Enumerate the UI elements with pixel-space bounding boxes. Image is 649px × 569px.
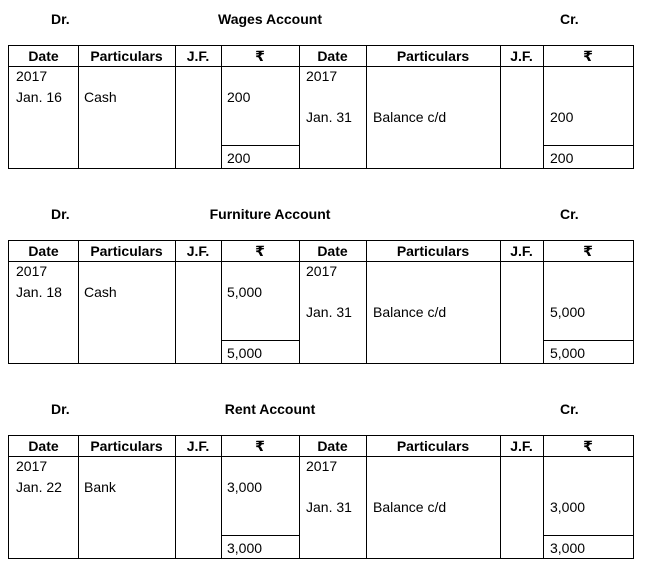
col-amount-debit: ₹ [255, 438, 265, 454]
credit-particulars: Balance c/d [373, 109, 447, 125]
debit-date: Jan. 16 [16, 89, 62, 105]
col-amount-credit: ₹ [583, 243, 593, 259]
credit-total: 3,000 [550, 540, 586, 556]
ledger-table [8, 435, 634, 559]
col-amount-debit: ₹ [255, 48, 265, 64]
col-date-debit: Date [28, 48, 59, 64]
account-title: Rent Account [224, 401, 316, 417]
col-particulars-debit: Particulars [90, 48, 163, 64]
credit-total: 5,000 [550, 345, 586, 361]
debit-date: Jan. 22 [16, 479, 62, 495]
col-particulars-debit: Particulars [90, 438, 163, 454]
col-amount-credit: ₹ [583, 438, 593, 454]
credit-amount: 3,000 [550, 499, 586, 515]
debit-total: 200 [227, 150, 251, 166]
col-jf-debit: J.F. [186, 243, 210, 259]
debit-year: 2017 [16, 458, 48, 474]
col-particulars-credit: Particulars [396, 438, 470, 454]
cr-label: Cr. [560, 401, 579, 417]
credit-date: Jan. 31 [306, 109, 352, 125]
credit-date: Jan. 31 [306, 499, 352, 515]
credit-date: Jan. 31 [306, 304, 352, 320]
ledger-table [8, 45, 634, 169]
col-particulars-credit: Particulars [396, 243, 470, 259]
debit-total: 5,000 [227, 345, 263, 361]
debit-year: 2017 [16, 263, 48, 279]
col-particulars-credit: Particulars [396, 48, 470, 64]
credit-particulars: Balance c/d [373, 304, 447, 320]
col-jf-debit: J.F. [186, 48, 210, 64]
ledger-table [8, 240, 634, 364]
col-date-credit: Date [317, 243, 348, 259]
debit-amount: 3,000 [227, 479, 263, 495]
dr-label: Dr. [51, 206, 70, 222]
col-amount-debit: ₹ [255, 243, 265, 259]
credit-amount: 200 [550, 109, 574, 125]
col-date-debit: Date [28, 243, 59, 259]
credit-year: 2017 [306, 263, 338, 279]
account-title: Wages Account [218, 11, 322, 27]
credit-particulars: Balance c/d [373, 499, 447, 515]
cr-label: Cr. [560, 206, 579, 222]
debit-amount: 5,000 [227, 284, 263, 300]
col-amount-credit: ₹ [583, 48, 593, 64]
cr-label: Cr. [560, 11, 579, 27]
account-title: Furniture Account [209, 206, 331, 222]
col-jf-credit: J.F. [510, 48, 533, 64]
debit-year: 2017 [16, 68, 48, 84]
col-particulars-debit: Particulars [90, 243, 163, 259]
debit-amount: 200 [227, 89, 251, 105]
debit-date: Jan. 18 [16, 284, 62, 300]
col-date-credit: Date [317, 438, 348, 454]
col-date-debit: Date [28, 438, 59, 454]
credit-year: 2017 [306, 68, 338, 84]
credit-amount: 5,000 [550, 304, 586, 320]
credit-year: 2017 [306, 458, 338, 474]
col-jf-debit: J.F. [186, 438, 210, 454]
dr-label: Dr. [51, 401, 70, 417]
debit-particulars: Cash [84, 89, 117, 105]
col-jf-credit: J.F. [510, 438, 533, 454]
credit-total: 200 [550, 150, 574, 166]
col-jf-credit: J.F. [510, 243, 533, 259]
debit-particulars: Cash [84, 284, 117, 300]
debit-particulars: Bank [84, 479, 116, 495]
debit-total: 3,000 [227, 540, 263, 556]
dr-label: Dr. [51, 11, 70, 27]
col-date-credit: Date [317, 48, 348, 64]
